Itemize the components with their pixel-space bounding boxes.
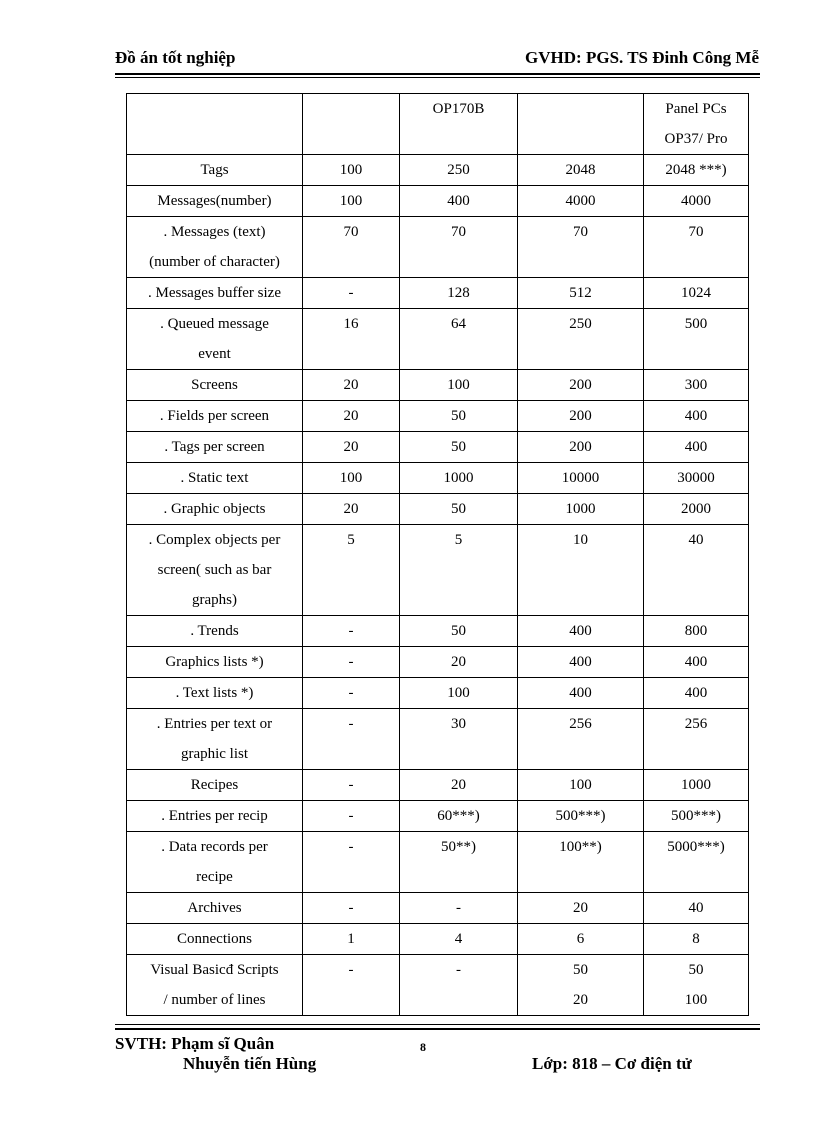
table-row [127,647,749,678]
table-cell-label: . Trends [127,616,303,647]
table-cell-label: . Messages buffer size [127,278,303,309]
table-cell-value: 50 20 [518,955,644,1016]
table-cell-value: 100**) [518,832,644,893]
table-row [127,893,749,924]
table-cell-label: . Entries per text or graphic list [127,709,303,770]
table-cell-value: - [400,893,518,924]
header-title-left: Đồ án tốt nghiệp [115,48,236,67]
table-cell-value: 16 [303,309,400,370]
table-row [127,770,749,801]
table-cell-value: 50**) [400,832,518,893]
table-cell-value: 4000 [644,186,749,217]
table-row [127,616,749,647]
table-cell-label: Visual Basicđ Scripts / number of lines [127,955,303,1016]
table-cell-value: 50 [400,616,518,647]
table-cell-value: 512 [518,278,644,309]
footer-student-1: SVTH: Phạm sĩ Quân [115,1034,275,1053]
table-cell-value: 20 [303,401,400,432]
table-cell-value: - [303,801,400,832]
table-cell-label: Recipes [127,770,303,801]
table-cell-label: . Static text [127,463,303,494]
table-cell-label: Screens [127,370,303,401]
table-cell-value: 30000 [644,463,749,494]
table-cell-value: - [303,278,400,309]
footer-class: Lớp: 818 – Cơ điện tử [532,1054,692,1073]
table-cell-label [127,94,303,155]
table-cell-value: 20 [400,647,518,678]
table-cell-value: 400 [400,186,518,217]
table-cell-value: - [303,678,400,709]
table-cell-value: 500 [644,309,749,370]
table-cell-label: Connections [127,924,303,955]
table-cell-value [518,94,644,155]
table-cell-label: . Messages (text) (number of character) [127,217,303,278]
table-cell-value: 30 [400,709,518,770]
table-cell-value: 250 [518,309,644,370]
table-cell-value: 1024 [644,278,749,309]
table-cell-value: - [303,647,400,678]
table-cell-value: 300 [644,370,749,401]
table-cell-value: 20 [400,770,518,801]
table-row [127,432,749,463]
table-row [127,924,749,955]
table-cell-value: - [303,616,400,647]
table-cell-value: 5000***) [644,832,749,893]
table-cell-value: 400 [644,401,749,432]
header-rule-thick [115,73,760,75]
table-row [127,494,749,525]
table-row [127,186,749,217]
table-cell-label: Messages(number) [127,186,303,217]
table-cell-value: - [303,709,400,770]
table-cell-label: . Complex objects per screen( such as bar graphs) [127,525,303,616]
table-cell-value: 70 [644,217,749,278]
table-cell-value: 40 [644,525,749,616]
table-cell-value: Panel PCs OP37/ Pro [644,94,749,155]
table-cell-label: . Entries per recip [127,801,303,832]
table-cell-value: 2048 ***) [644,155,749,186]
table-cell-value: 10 [518,525,644,616]
table-cell-value: 400 [518,678,644,709]
table-cell-value: 200 [518,401,644,432]
table-row [127,463,749,494]
table-cell-value: 64 [400,309,518,370]
table-cell-value: 6 [518,924,644,955]
table-cell-value: 400 [518,647,644,678]
table-cell-value: 50 [400,494,518,525]
table-cell-value: 2000 [644,494,749,525]
table-cell-value: 400 [644,432,749,463]
table-cell-value: 256 [644,709,749,770]
table-cell-label: Archives [127,893,303,924]
page-number: 8 [420,1040,426,1054]
table-row [127,955,749,1016]
header-rule-thin [115,77,760,78]
table-row [127,370,749,401]
table-cell-value: 100 [400,370,518,401]
table-cell-value: 70 [303,217,400,278]
table-cell-value: 1000 [518,494,644,525]
table-cell-value: 100 [303,186,400,217]
table-row [127,217,749,278]
table-cell-value: 8 [644,924,749,955]
table-cell-value: 60***) [400,801,518,832]
table-cell-value: 20 [303,494,400,525]
table-cell-value: 1000 [644,770,749,801]
specification-table [126,93,749,1016]
table-cell-value: 128 [400,278,518,309]
table-cell-value: 4 [400,924,518,955]
table-cell-value: 256 [518,709,644,770]
header-supervisor: GVHD: PGS. TS Đinh Công Mễ [525,48,759,67]
table-cell-value: 800 [644,616,749,647]
table-cell-label: . Queued message event [127,309,303,370]
table-cell-value: 100 [303,463,400,494]
table-cell-value: 200 [518,370,644,401]
table-row [127,309,749,370]
table-row [127,801,749,832]
table-cell-value: 70 [400,217,518,278]
table-cell-label: . Tags per screen [127,432,303,463]
table-row [127,832,749,893]
table-cell-label: Tags [127,155,303,186]
table-cell-value: 50 [400,401,518,432]
table-cell-value: 250 [400,155,518,186]
table-cell-value: - [303,770,400,801]
table-cell-value: 500***) [518,801,644,832]
table-cell-value: OP170B [400,94,518,155]
table-cell-label: . Data records per recipe [127,832,303,893]
table-cell-value: 100 [518,770,644,801]
table-cell-value [303,94,400,155]
table-header-row [127,94,749,155]
table-cell-value: 100 [400,678,518,709]
table-row [127,278,749,309]
table-cell-value: 100 [303,155,400,186]
table-cell-value: 4000 [518,186,644,217]
table-cell-value: 40 [644,893,749,924]
table-cell-label: . Text lists *) [127,678,303,709]
table-cell-value: - [303,832,400,893]
table-cell-value: 2048 [518,155,644,186]
table-cell-value: 5 [303,525,400,616]
table-cell-value: 70 [518,217,644,278]
table-cell-value: 20 [303,370,400,401]
table-cell-value: 400 [518,616,644,647]
table-cell-value: 10000 [518,463,644,494]
footer-rule-thin [115,1024,760,1025]
table-row [127,678,749,709]
table-cell-value: 50 [400,432,518,463]
table-cell-value: 20 [518,893,644,924]
table-row [127,525,749,616]
footer-rule-thick [115,1028,760,1030]
table-cell-value: 5 [400,525,518,616]
table-cell-value: - [303,893,400,924]
table-cell-label: . Fields per screen [127,401,303,432]
table-cell-value: - [400,955,518,1016]
table-cell-value: 500***) [644,801,749,832]
table-cell-label: Graphics lists *) [127,647,303,678]
table-cell-value: 1000 [400,463,518,494]
table-row [127,401,749,432]
table-cell-value: 400 [644,647,749,678]
table-cell-value: 20 [303,432,400,463]
table-cell-value: 400 [644,678,749,709]
table-row [127,155,749,186]
table-row [127,709,749,770]
table-cell-value: 200 [518,432,644,463]
table-cell-value: 1 [303,924,400,955]
table-cell-label: . Graphic objects [127,494,303,525]
table-cell-value: - [303,955,400,1016]
footer-student-2: Nhuyễn tiến Hùng [183,1054,317,1073]
table-cell-value: 50 100 [644,955,749,1016]
